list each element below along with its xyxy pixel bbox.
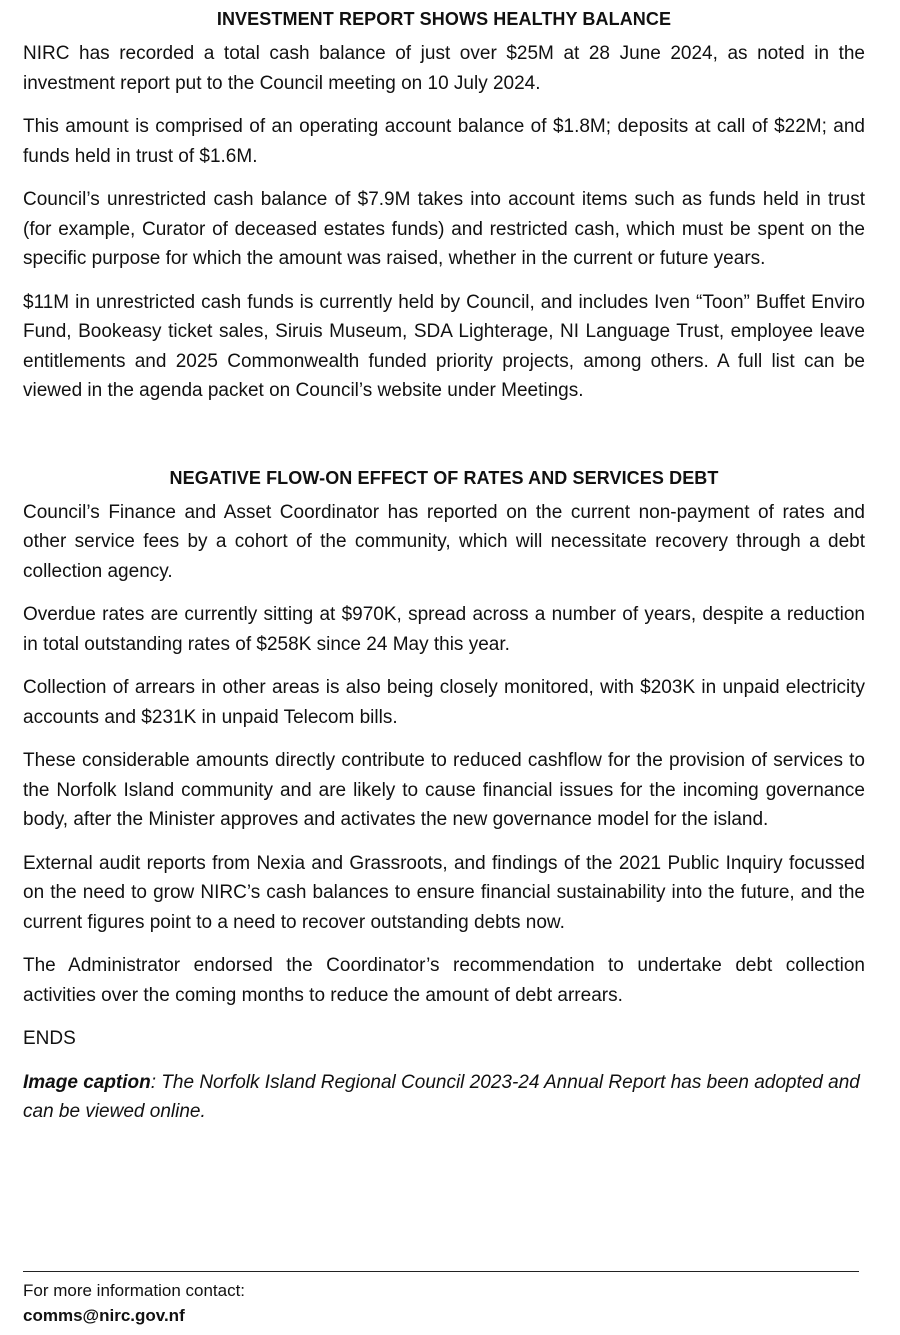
paragraph: Council’s unrestricted cash balance of $7.9M takes into account items such as funds held in trust (for example, Curator of deceased estates funds) and restricted cash, which must be spent on the specific purpose for which the amount was raised, whether in the current or future years. [23, 189, 865, 269]
section-heading-investment-report: INVESTMENT REPORT SHOWS HEALTHY BALANCE [216, 9, 672, 29]
paragraph: The Administrator endorsed the Coordinator’s recommendation to undertake debt collection activities over the coming months to reduce the amount of debt arrears. [23, 955, 865, 1006]
paragraph: $11M in unrestricted cash funds is currently held by Council, and includes Iven “Toon” Buffet Enviro Fund, Bookeasy ticket sales, Siruis Museum, SDA Lighterage, NI Language Trust, employee leave entitlements and 2025 Commonwealth funded priority projects, among others. A full list can be viewed in the agenda packet on Council’s website under Meetings. [23, 291, 865, 401]
paragraph: These considerable amounts directly contribute to reduced cashflow for the provision of services to the Norfolk Island community and are likely to cause financial issues for the incoming governance body, after the Minister approves and activates the new governance model for the island. [23, 750, 865, 830]
contact-email-link[interactable]: comms@nirc.gov.nf [23, 1306, 185, 1325]
paragraph: Overdue rates are currently sitting at $970K, spread across a number of years, despite a reduction in total outstanding rates of $258K since 24 May this year. [23, 604, 865, 655]
paragraph: External audit reports from Nexia and Grassroots, and findings of the 2021 Public Inquiry focussed on the need to grow NIRC’s cash balances to ensure financial sustainability into the future, and the current figures point to a need to recover outstanding debts now. [23, 852, 865, 933]
paragraph: NIRC has recorded a total cash balance of just over $25M at 28 June 2024, as noted in the investment report put to the Council meeting on 10 July 2024. [23, 43, 865, 94]
contact-label: For more information contact: [23, 1281, 246, 1300]
ends-marker: ENDS [23, 1028, 76, 1049]
image-caption [23, 1068, 865, 1127]
media-release-body [23, 0, 865, 1127]
image-caption-lead: Image caption [23, 1071, 151, 1093]
section-heading-rates-debt: NEGATIVE FLOW-ON EFFECT OF RATES AND SERVICES DEBT [169, 467, 719, 488]
footer [23, 1271, 859, 1327]
paragraph: Council’s Finance and Asset Coordinator has reported on the current non-payment of rates and other service fees by a cohort of the community, which will necessitate recovery through a debt collection agency. [23, 501, 865, 582]
footer-divider [23, 1271, 859, 1272]
paragraph: This amount is comprised of an operating account balance of $1.8M; deposits at call of $22M; and funds held in trust of $1.6M. [23, 116, 865, 167]
image-caption-text: : The Norfolk Island Regional Council 2023-24 Annual Report has been adopted and can be viewed online. [23, 1071, 860, 1122]
paragraph: Collection of arrears in other areas is also being closely monitored, with $203K in unpaid electricity accounts and $231K in unpaid Telecom bills. [23, 677, 865, 728]
